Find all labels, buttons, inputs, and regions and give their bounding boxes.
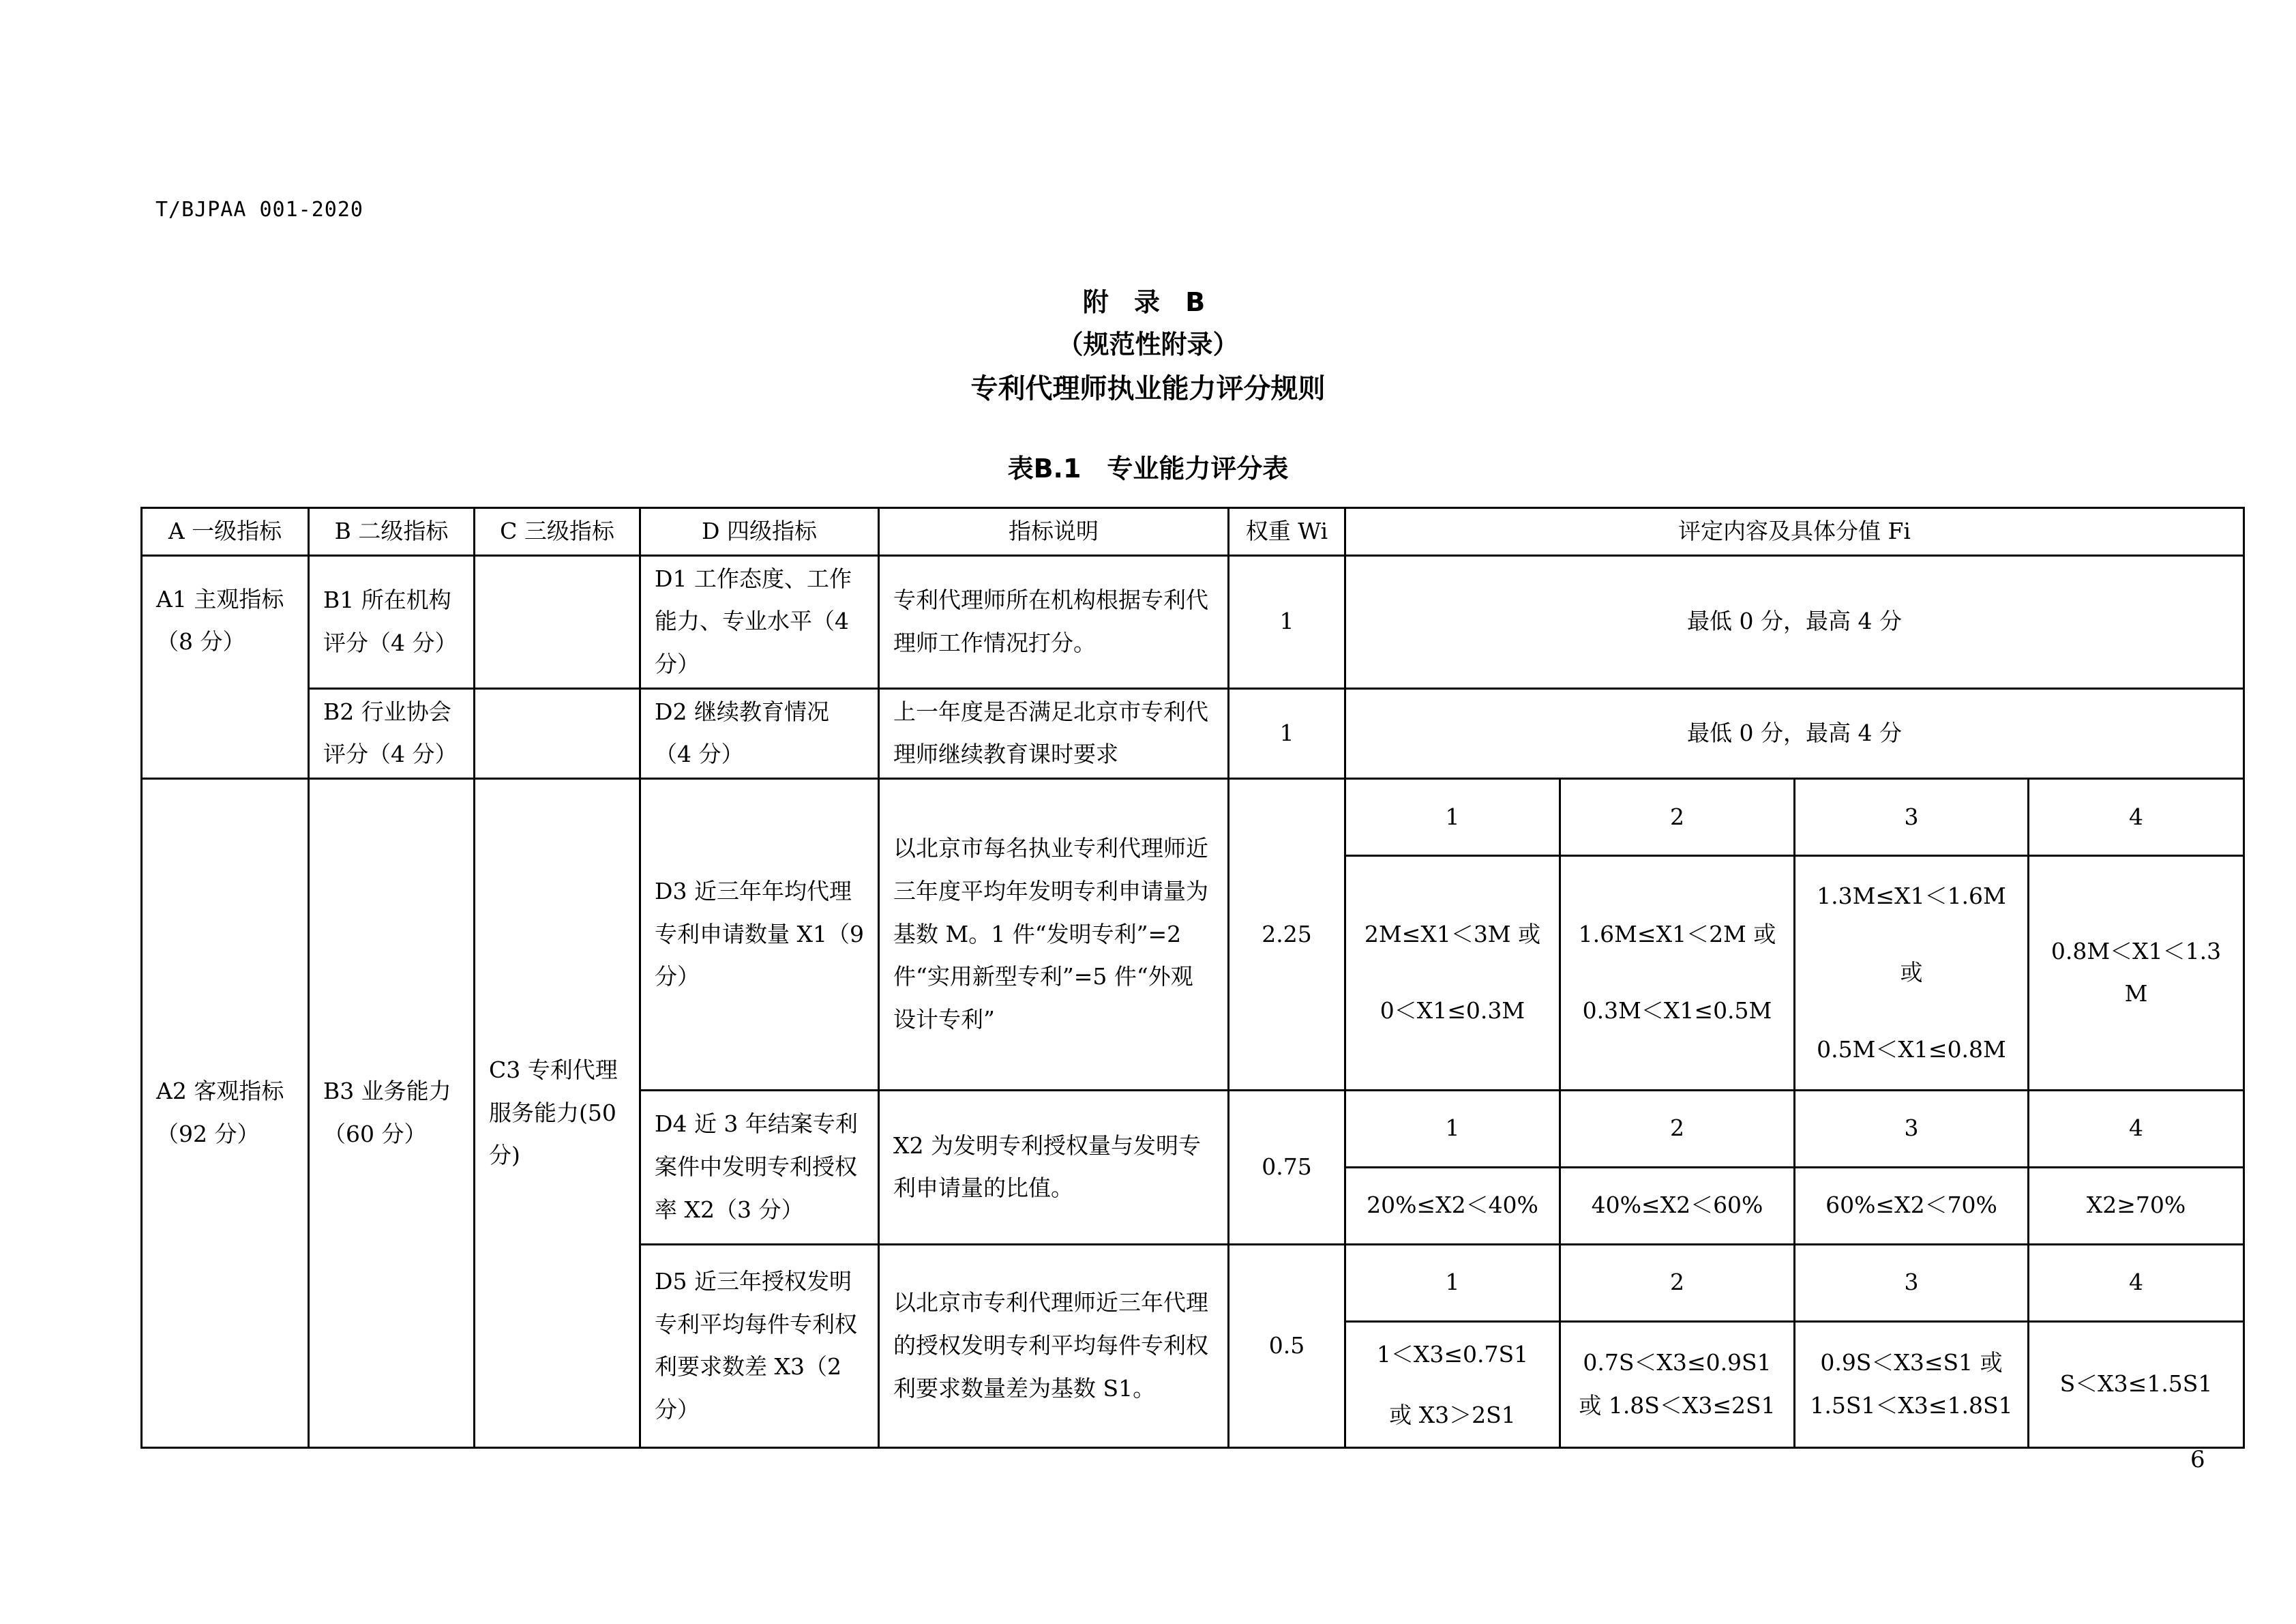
cell-d5-name: D5 近三年授权发明专利平均每件专利权利要求数差 X3（2 分） bbox=[640, 1244, 879, 1447]
cell-d3-criteria-4 bbox=[2029, 856, 2244, 1091]
cell-d4-criteria-3: 60%≤X2＜70% bbox=[1795, 1167, 2029, 1244]
cell-d3-level-4: 4 bbox=[2029, 779, 2244, 856]
cell-d4-desc: X2 为发明专利授权量与发明专利申请量的比值。 bbox=[879, 1090, 1229, 1244]
normative-label: （规范性附录） bbox=[1057, 329, 1239, 359]
cell-d1-weight: 1 bbox=[1229, 555, 1345, 688]
col-header-b: B 二级指标 bbox=[309, 508, 475, 556]
cell-d4-criteria-1: 20%≤X2＜40% bbox=[1345, 1167, 1560, 1244]
cell-d3-level-3: 3 bbox=[1795, 779, 2029, 856]
criteria-line: 0＜X1≤0.3M bbox=[1380, 997, 1525, 1024]
cell-d5-weight: 0.5 bbox=[1229, 1244, 1345, 1447]
table-header-row bbox=[142, 508, 2244, 556]
criteria-line: 1.6M≤X1＜2M 或 bbox=[1578, 921, 1776, 948]
criteria-line: 0.7S＜X3≤0.9S1 bbox=[1583, 1349, 1772, 1376]
table-row-d3-levels bbox=[142, 779, 2244, 856]
cell-b2: B2 行业协会评分（4 分） bbox=[309, 688, 475, 778]
criteria-line: 1＜X3≤0.7S1 bbox=[1376, 1340, 1529, 1368]
cell-d4-weight: 0.75 bbox=[1229, 1090, 1345, 1244]
cell-d5-level-1: 1 bbox=[1345, 1244, 1560, 1321]
criteria-line: 0.5M＜X1≤0.8M bbox=[1817, 1035, 2006, 1063]
cell-d3-weight: 2.25 bbox=[1229, 779, 1345, 1091]
criteria-line: 1.3M≤X1＜1.6M 或 bbox=[1817, 883, 2006, 986]
cell-d3-desc: 以北京市每名执业专利代理师近三年度平均年发明专利申请量为基数 M。1 件“发明专利”=2 件“实用新型专利”=5 件“外观设计专利” bbox=[879, 779, 1229, 1091]
cell-d4-level-1: 1 bbox=[1345, 1090, 1560, 1167]
cell-d2-score: 最低 0 分，最高 4 分 bbox=[1345, 688, 2244, 778]
cell-d2-name: D2 继续教育情况（4 分） bbox=[640, 688, 879, 778]
cell-d1-name: D1 工作态度、工作能力、专业水平（4 分） bbox=[640, 555, 879, 688]
cell-d5-desc: 以北京市专利代理师近三年代理的授权发明专利平均每件专利权利要求数量差为基数 S1。 bbox=[879, 1244, 1229, 1447]
cell-b3: B3 业务能力（60 分） bbox=[309, 779, 475, 1448]
cell-d4-level-2: 2 bbox=[1560, 1090, 1795, 1167]
criteria-line: 或 X3＞2S1 bbox=[1389, 1401, 1516, 1428]
cell-a2: A2 客观指标（92 分） bbox=[142, 779, 309, 1448]
cell-d1-score: 最低 0 分，最高 4 分 bbox=[1345, 555, 2244, 688]
score-table bbox=[140, 507, 2245, 1449]
cell-d4-level-3: 3 bbox=[1795, 1090, 2029, 1167]
col-header-a: A 一级指标 bbox=[142, 508, 309, 556]
cell-d3-criteria-3 bbox=[1795, 856, 2029, 1091]
col-header-score: 评定内容及具体分值 Fi bbox=[1345, 508, 2244, 556]
cell-d4-name: D4 近 3 年结案专利案件中发明专利授权率 X2（3 分） bbox=[640, 1090, 879, 1244]
cell-d5-criteria-2 bbox=[1560, 1321, 1795, 1447]
cell-d5-criteria-4 bbox=[2029, 1321, 2244, 1447]
cell-d3-name: D3 近三年年均代理专利申请数量 X1（9 分） bbox=[640, 779, 879, 1091]
cell-d3-level-2: 2 bbox=[1560, 779, 1795, 856]
criteria-line: S＜X3≤1.5S1 bbox=[2059, 1370, 2213, 1398]
table-title: 表B.1 专业能力评分表 bbox=[1007, 454, 1289, 484]
cell-c-empty-1 bbox=[475, 555, 640, 688]
cell-a1: A1 主观指标（8 分） bbox=[142, 555, 309, 778]
document-title: 专利代理师执业能力评分规则 bbox=[970, 373, 1326, 404]
cell-d2-desc: 上一年度是否满足北京市专利代理师继续教育课时要求 bbox=[879, 688, 1229, 778]
col-header-c: C 三级指标 bbox=[475, 508, 640, 556]
cell-d5-criteria-1 bbox=[1345, 1321, 1560, 1447]
cell-d5-level-2: 2 bbox=[1560, 1244, 1795, 1321]
cell-d5-level-4: 4 bbox=[2029, 1244, 2244, 1321]
cell-d3-criteria-2 bbox=[1560, 856, 1795, 1091]
page-number: 6 bbox=[2190, 1446, 2205, 1473]
criteria-line: 1.5S1＜X3≤1.8S1 bbox=[1810, 1391, 2013, 1419]
standard-code: T/BJPAA 001-2020 bbox=[155, 198, 363, 222]
cell-d4-level-4: 4 bbox=[2029, 1090, 2244, 1167]
col-header-desc: 指标说明 bbox=[879, 508, 1229, 556]
cell-d3-criteria-1 bbox=[1345, 856, 1560, 1091]
col-header-weight: 权重 Wi bbox=[1229, 508, 1345, 556]
annex-heading: 附 录 B bbox=[1082, 287, 1214, 317]
criteria-line: 2M≤X1＜3M 或 bbox=[1364, 921, 1541, 948]
cell-d5-level-3: 3 bbox=[1795, 1244, 2029, 1321]
table-row-d1 bbox=[142, 555, 2244, 688]
criteria-line: 0.3M＜X1≤0.5M bbox=[1582, 997, 1772, 1024]
cell-c3: C3 专利代理服务能力(50 分) bbox=[475, 779, 640, 1448]
cell-b1: B1 所在机构评分（4 分） bbox=[309, 555, 475, 688]
criteria-line: 0.8M＜X1＜1.3M bbox=[2051, 937, 2222, 1007]
col-header-d: D 四级指标 bbox=[640, 508, 879, 556]
cell-d2-weight: 1 bbox=[1229, 688, 1345, 778]
criteria-line: 0.9S＜X3≤S1 或 bbox=[1820, 1349, 2003, 1376]
table-row-d2 bbox=[142, 688, 2244, 778]
cell-c-empty-2 bbox=[475, 688, 640, 778]
cell-d5-criteria-3 bbox=[1795, 1321, 2029, 1447]
cell-d4-criteria-2: 40%≤X2＜60% bbox=[1560, 1167, 1795, 1244]
criteria-line: 或 1.8S＜X3≤2S1 bbox=[1579, 1391, 1776, 1419]
cell-d4-criteria-4: X2≥70% bbox=[2029, 1167, 2244, 1244]
cell-d1-desc: 专利代理师所在机构根据专利代理师工作情况打分。 bbox=[879, 555, 1229, 688]
cell-d3-level-1: 1 bbox=[1345, 779, 1560, 856]
